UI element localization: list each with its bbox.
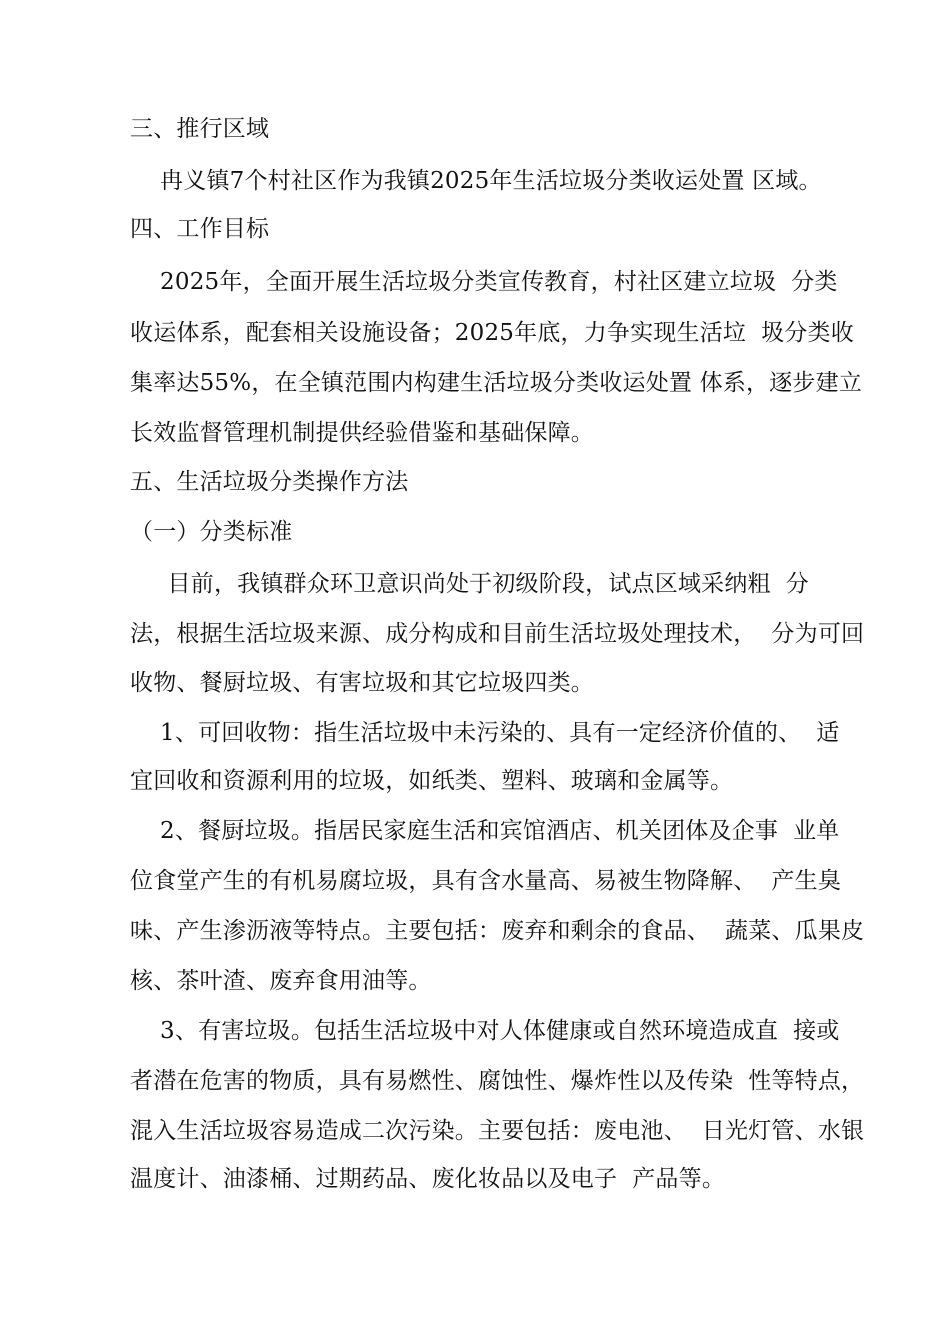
section-heading-5: 五、生活垃圾分类操作方法 xyxy=(130,469,409,495)
subsection-heading: （一）分类标准 xyxy=(130,519,293,545)
paragraph-line: 味、产生渗沥液等特点。主要包括：废弃和剩余的食品、 蔬菜、瓜果皮 xyxy=(130,918,865,944)
paragraph-line: 温度计、油漆桶、过期药品、废化妆品以及电子 产品等。 xyxy=(130,1166,726,1192)
paragraph-line: 2、餐厨垃圾。指居民家庭生活和宾馆酒店、机关团体及企事 业单 xyxy=(130,818,840,844)
paragraph-line: 3、有害垃圾。包括生活垃圾中对人体健康或自然环境造成直 接或 xyxy=(130,1018,840,1044)
paragraph-line: 者潜在危害的物质，具有易燃性、腐蚀性、爆炸性以及传染 性等特点， xyxy=(130,1068,865,1094)
paragraph-line: 目前，我镇群众环卫意识尚处于初级阶段，试点区域采纳粗 分 xyxy=(130,571,809,597)
paragraph-line: 法，根据生活垃圾来源、成分构成和目前生活垃圾处理技术， 分为可回 xyxy=(130,621,865,647)
paragraph-line: 2025年，全面开展生活垃圾分类宣传教育，村社区建立垃圾 分类 xyxy=(130,269,838,295)
paragraph-line: 1、可回收物：指生活垃圾中未污染的、具有一定经济价值的、 适 xyxy=(130,720,840,746)
paragraph-line: 冉义镇7个村社区作为我镇2025年生活垃圾分类收运处置 区域。 xyxy=(130,168,822,194)
paragraph-line: 收运体系，配套相关设施设备；2025年底，力争实现生活垃 圾分类收 xyxy=(130,320,854,346)
paragraph-line: 核、茶叶渣、废弃食用油等。 xyxy=(130,968,432,994)
paragraph-line: 长效监督管理机制提供经验借鉴和基础保障。 xyxy=(130,420,594,446)
section-heading-3: 三、推行区域 xyxy=(130,116,270,142)
section-heading-4: 四、工作目标 xyxy=(130,216,270,242)
paragraph-line: 集率达55%，在全镇范围内构建生活垃圾分类收运处置 体系，逐步建立 xyxy=(130,370,863,396)
paragraph-line: 宜回收和资源利用的垃圾，如纸类、塑料、玻璃和金属等。 xyxy=(130,768,734,794)
paragraph-line: 位食堂产生的有机易腐垃圾，具有含水量高、易被生物降解、 产生臭 xyxy=(130,868,842,894)
paragraph-line: 收物、餐厨垃圾、有害垃圾和其它垃圾四类。 xyxy=(130,670,594,696)
paragraph-line: 混入生活垃圾容易造成二次污染。主要包括：废电池、 日光灯管、水银 xyxy=(130,1118,865,1144)
